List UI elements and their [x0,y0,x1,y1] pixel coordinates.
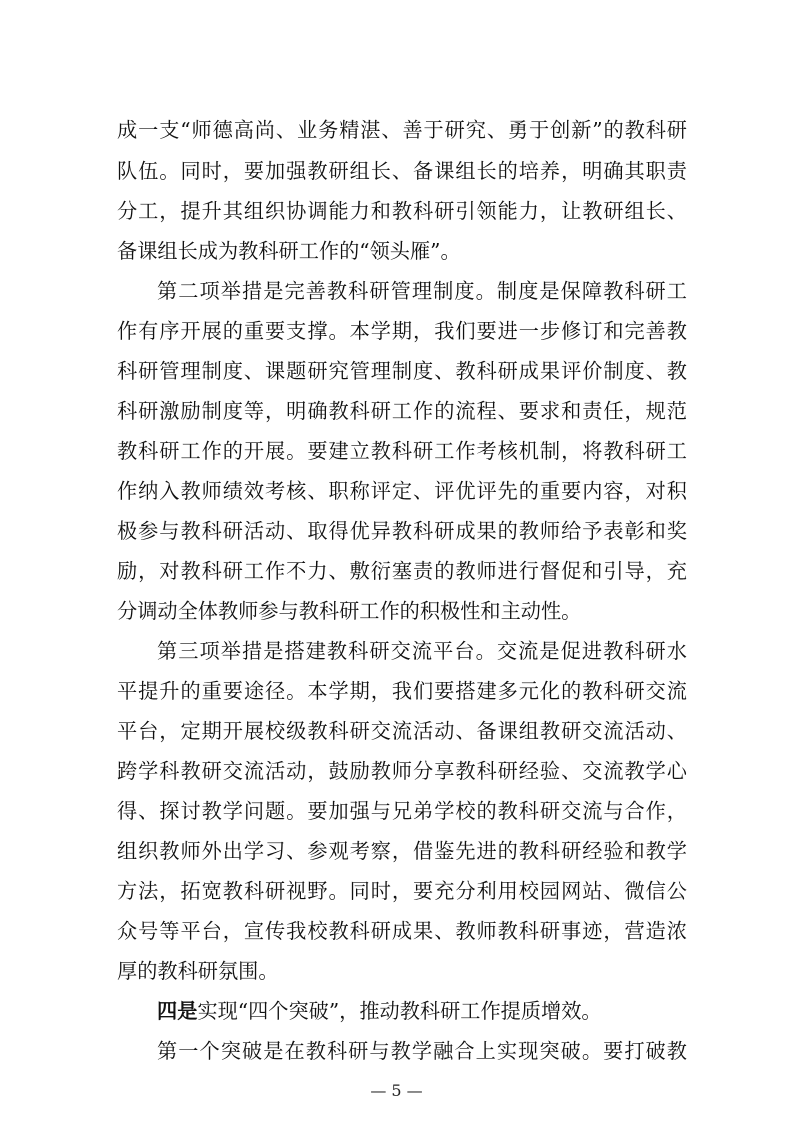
paragraph-line: 科研管理制度、课题研究管理制度、教科研成果评价制度、教 [117,359,687,383]
paragraph-line: 跨学科教研交流活动，鼓励教师分享教科研经验、交流教学心 [117,759,687,783]
paragraph-line: 作有序开展的重要支撑。本学期，我们要进一步修订和完善教 [117,319,687,343]
paragraph-line: 平提升的重要途径。本学期，我们要搭建多元化的教科研交流 [117,679,687,703]
paragraph-line: 极参与教科研活动、取得优异教科研成果的教师给予表彰和奖 [117,519,687,543]
paragraph-line: 第三项举措是搭建教科研交流平台。交流是促进教科研水 [157,639,687,663]
section-heading [157,997,687,1025]
paragraph-line: 成一支“师德高尚、业务精湛、善于研究、勇于创新”的教科研 [117,118,687,142]
paragraph-line: 平台，定期开展校级教科研交流活动、备课组教研交流活动、 [117,719,687,743]
paragraph-line: 组织教师外出学习、参观考察，借鉴先进的教科研经验和教学 [117,839,687,863]
paragraph-line: 励，对教科研工作不力、敷衍塞责的教师进行督促和引导，充 [117,559,687,583]
paragraph-line: 第一个突破是在教科研与教学融合上实现突破。要打破教 [157,1039,687,1063]
section-heading-text: 实现“四个突破”，推动教科研工作提质增效。 [197,999,602,1023]
paragraph-line: 第二项举措是完善教科研管理制度。制度是保障教科研工 [157,279,687,303]
paragraph-line: 分调动全体教师参与教科研工作的积极性和主动性。 [117,599,582,623]
paragraph-line: 教科研工作的开展。要建立教科研工作考核机制，将教科研工 [117,439,687,463]
section-heading-label: 四是 [157,999,198,1023]
paragraph-line: 科研激励制度等，明确教科研工作的流程、要求和责任，规范 [117,399,687,423]
paragraph-line: 方法，拓宽教科研视野。同时，要充分利用校园网站、微信公 [117,879,687,903]
paragraph-line: 众号等平台，宣传我校教科研成果、教师教科研事迹，营造浓 [117,919,687,943]
paragraph-line: 得、探讨教学问题。要加强与兄弟学校的教科研交流与合作， [117,799,687,823]
paragraph-line: 作纳入教师绩效考核、职称评定、评优评先的重要内容，对积 [117,479,687,503]
page-number: — 5 — [370,1081,423,1100]
paragraph-line: 厚的教科研氛围。 [117,959,279,983]
paragraph-line: 备课组长成为教科研工作的“领头雁”。 [117,239,461,263]
paragraph-line: 分工，提升其组织协调能力和教科研引领能力，让教研组长、 [117,199,687,223]
paragraph-line: 队伍。同时，要加强教研组长、备课组长的培养，明确其职责 [117,159,687,183]
